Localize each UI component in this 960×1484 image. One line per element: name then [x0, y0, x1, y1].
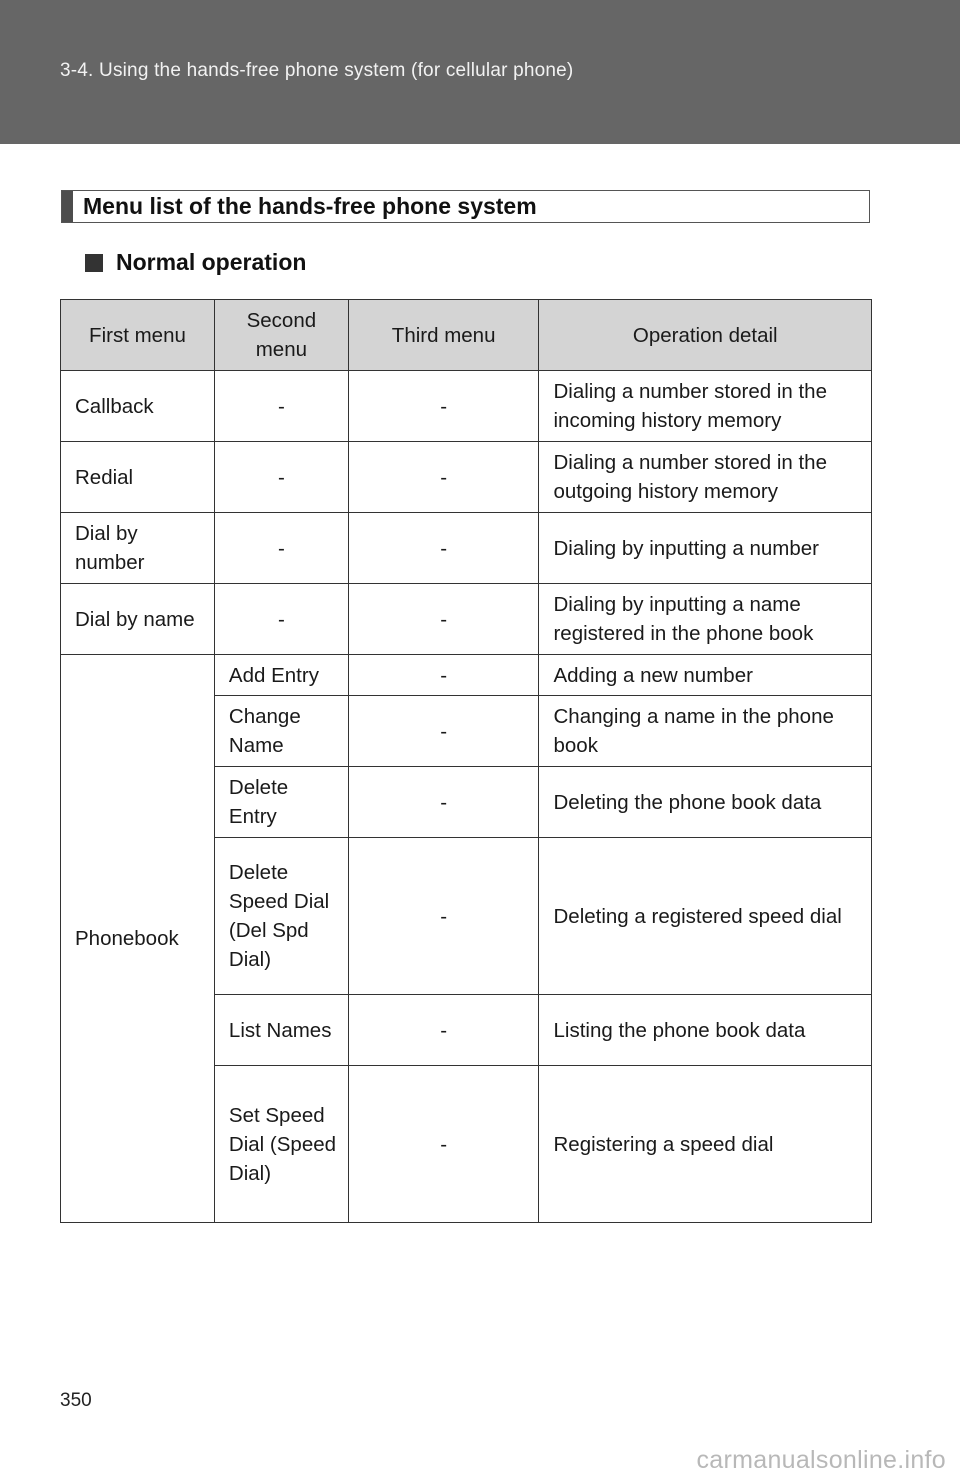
third-menu-cell: -: [348, 442, 539, 513]
third-menu-cell: -: [348, 371, 539, 442]
first-menu-cell: Dial by name: [61, 584, 215, 655]
subheading-text: Normal operation: [116, 249, 307, 275]
section-title: 3-4. Using the hands-free phone system (for cellular phone): [60, 60, 574, 81]
phonebook-first-menu-cell: Phonebook: [61, 655, 215, 1223]
second-menu-cell: -: [214, 371, 348, 442]
column-header-second-menu-line2: menu: [255, 338, 307, 361]
second-menu-cell: Delete Entry: [214, 767, 348, 838]
operation-detail-cell: Dialing by inputting a name registered in the phone book: [539, 584, 872, 655]
table-row: [61, 513, 872, 584]
first-menu-cell: Dial by number: [61, 513, 215, 584]
third-menu-cell: -: [348, 696, 539, 767]
second-menu-cell: Set Speed Dial (Speed Dial): [214, 1066, 348, 1223]
column-header-third-menu: Third menu: [348, 300, 539, 371]
watermark: carmanualsonline.info: [696, 1446, 946, 1474]
header-band: [0, 0, 960, 144]
table-row: [61, 584, 872, 655]
square-bullet-icon: [85, 254, 103, 272]
table-row: [61, 371, 872, 442]
third-menu-cell: -: [348, 838, 539, 995]
operation-detail-cell: Deleting the phone book data: [539, 767, 872, 838]
column-header-first-menu: First menu: [61, 300, 215, 371]
operation-detail-cell: Dialing by inputting a number: [539, 513, 872, 584]
third-menu-cell: -: [348, 767, 539, 838]
operation-detail-cell: Dialing a number stored in the outgoing history memory: [539, 442, 872, 513]
column-header-second-menu-line1: Second: [246, 309, 317, 332]
column-header-second-menu: [214, 300, 348, 371]
menu-table: [60, 299, 872, 1223]
second-menu-cell: Add Entry: [214, 655, 348, 696]
subheading: [85, 249, 306, 276]
operation-detail-cell: Deleting a registered speed dial: [539, 838, 872, 995]
second-menu-cell: -: [214, 513, 348, 584]
third-menu-cell: -: [348, 655, 539, 696]
second-menu-cell: List Names: [214, 995, 348, 1066]
section-heading-box: [61, 190, 870, 223]
page-number: 350: [60, 1390, 92, 1411]
operation-detail-cell: Listing the phone book data: [539, 995, 872, 1066]
second-menu-cell: Delete Speed Dial (Del Spd Dial): [214, 838, 348, 995]
heading-accent-bar: [62, 191, 73, 222]
second-menu-cell: -: [214, 442, 348, 513]
first-menu-cell: Redial: [61, 442, 215, 513]
table-row: [61, 655, 872, 696]
third-menu-cell: -: [348, 584, 539, 655]
table-header-row: [61, 300, 872, 371]
table-row: [61, 442, 872, 513]
third-menu-cell: -: [348, 1066, 539, 1223]
second-menu-cell: -: [214, 584, 348, 655]
third-menu-cell: -: [348, 995, 539, 1066]
operation-detail-cell: Dialing a number stored in the incoming history memory: [539, 371, 872, 442]
section-heading: Menu list of the hands-free phone system: [83, 193, 537, 219]
first-menu-cell: Callback: [61, 371, 215, 442]
operation-detail-cell: Adding a new number: [539, 655, 872, 696]
column-header-operation-detail: Operation detail: [539, 300, 872, 371]
second-menu-cell: Change Name: [214, 696, 348, 767]
third-menu-cell: -: [348, 513, 539, 584]
operation-detail-cell: Registering a speed dial: [539, 1066, 872, 1223]
operation-detail-cell: Changing a name in the phone book: [539, 696, 872, 767]
